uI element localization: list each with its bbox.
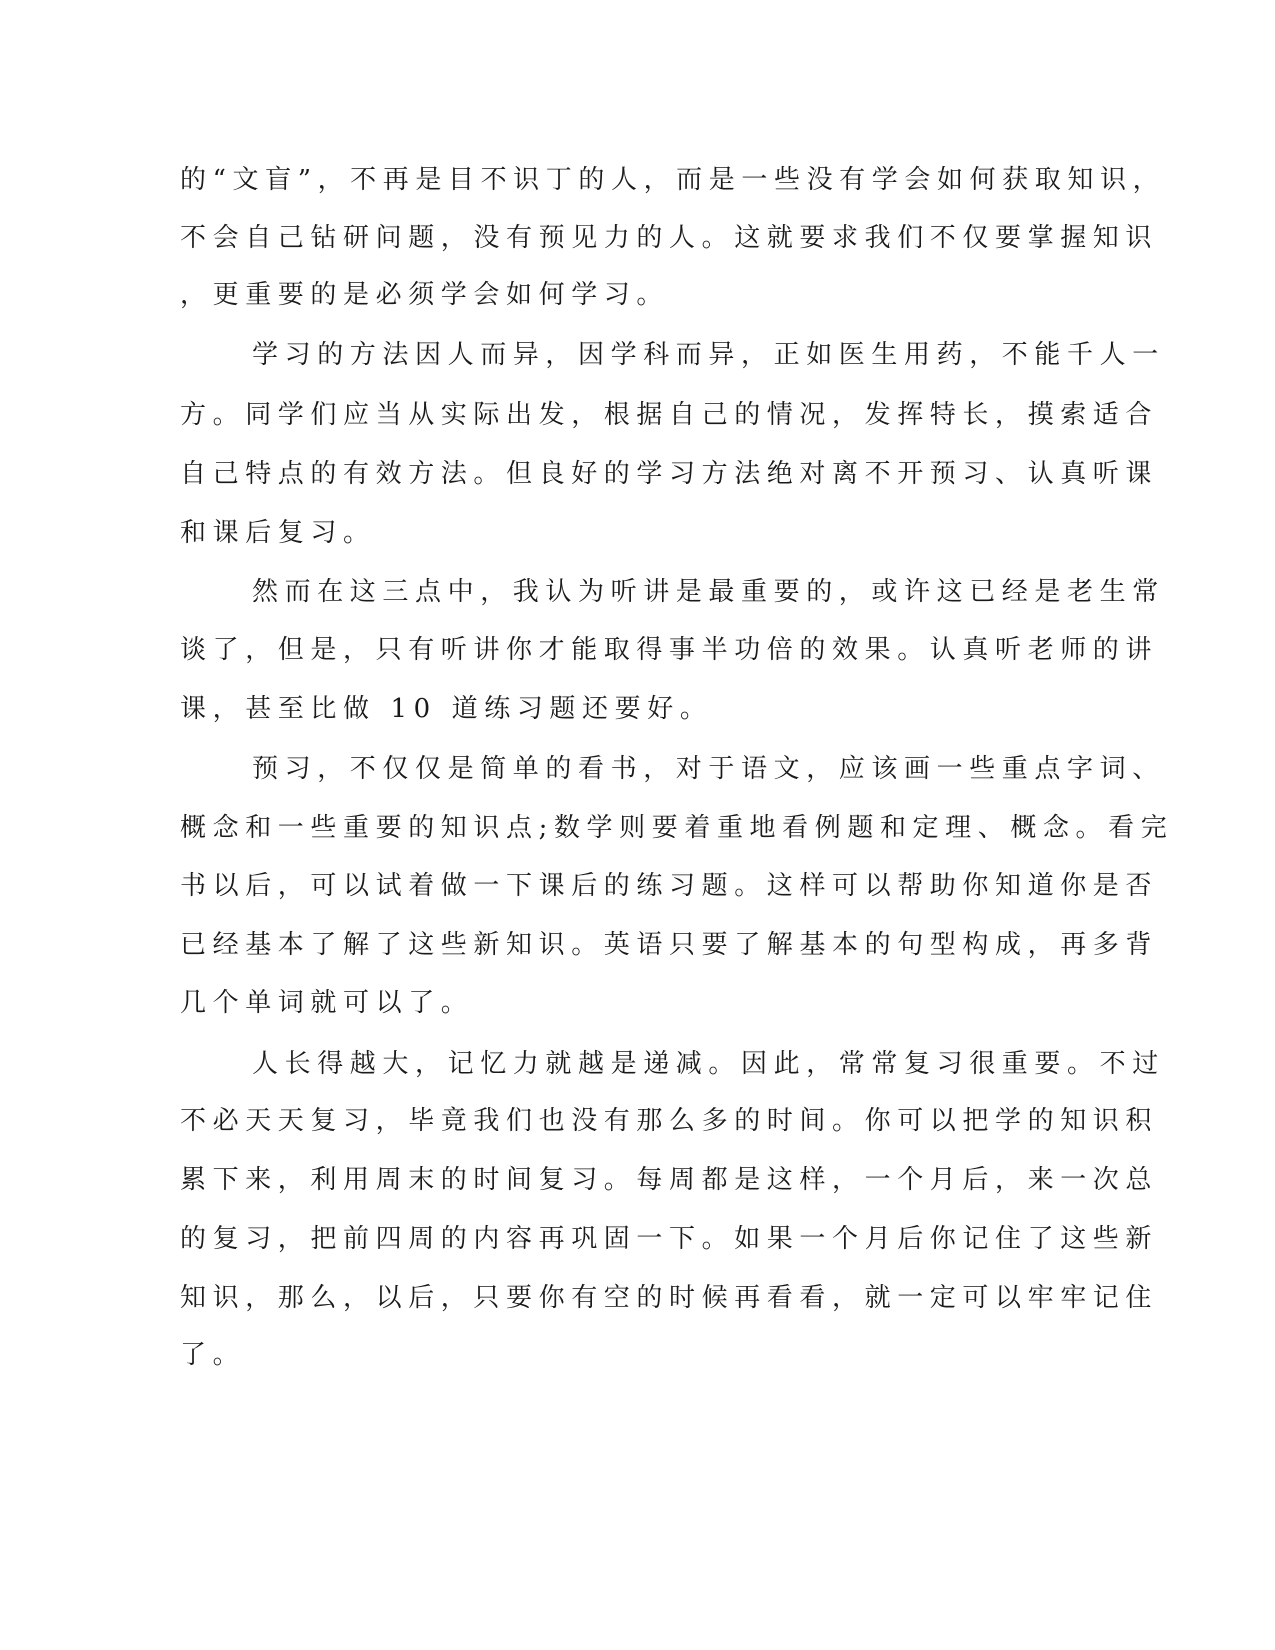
text-line: 课，甚至比做 10 道练习题还要好。 (180, 694, 713, 724)
paragraph-first-line: 人长得越大，记忆力就越是递减。因此，常常复习很重要。不过 (252, 1049, 1165, 1079)
text-line: 几个单词就可以了。 (180, 988, 474, 1018)
text-line: ，更重要的是必须学会如何学习。 (180, 280, 670, 310)
text-line: 不必天天复习，毕竟我们也没有那么多的时间。你可以把学的知识积 (180, 1106, 1159, 1136)
text-line: 书以后，可以试着做一下课后的练习题。这样可以帮助你知道你是否 (180, 871, 1159, 901)
paragraph-first-line: 预习，不仅仅是简单的看书，对于语文，应该画一些重点字词、 (252, 754, 1165, 784)
text-line: 概念和一些重要的知识点;数学则要着重地看例题和定理、概念。看完 (180, 813, 1174, 843)
text-line: 自己特点的有效方法。但良好的学习方法绝对离不开预习、认真听课 (180, 459, 1159, 489)
paragraph-first-line: 然而在这三点中，我认为听讲是最重要的，或许这已经是老生常 (252, 577, 1165, 607)
text-line: 不会自己钻研问题，没有预见力的人。这就要求我们不仅要掌握知识 (180, 223, 1159, 253)
text-line: 累下来，利用周末的时间复习。每周都是这样，一个月后，来一次总 (180, 1165, 1159, 1195)
text-line: 的“文盲”，不再是目不识丁的人，而是一些没有学会如何获取知识， (180, 165, 1166, 195)
text-line: 和课后复习。 (180, 518, 376, 548)
text-line: 已经基本了解了这些新知识。英语只要了解基本的句型构成，再多背 (180, 930, 1159, 960)
text-line: 的复习，把前四周的内容再巩固一下。如果一个月后你记住了这些新 (180, 1224, 1159, 1254)
text-line: 方。同学们应当从实际出发，根据自己的情况，发挥特长，摸索适合 (180, 400, 1159, 430)
text-line: 了。 (180, 1340, 246, 1370)
paragraph-first-line: 学习的方法因人而异，因学科而异，正如医生用药，不能千人一 (252, 340, 1165, 370)
text-line: 谈了，但是，只有听讲你才能取得事半功倍的效果。认真听老师的讲 (180, 635, 1159, 665)
text-line: 知识，那么，以后，只要你有空的时候再看看，就一定可以牢牢记住 (180, 1283, 1159, 1313)
